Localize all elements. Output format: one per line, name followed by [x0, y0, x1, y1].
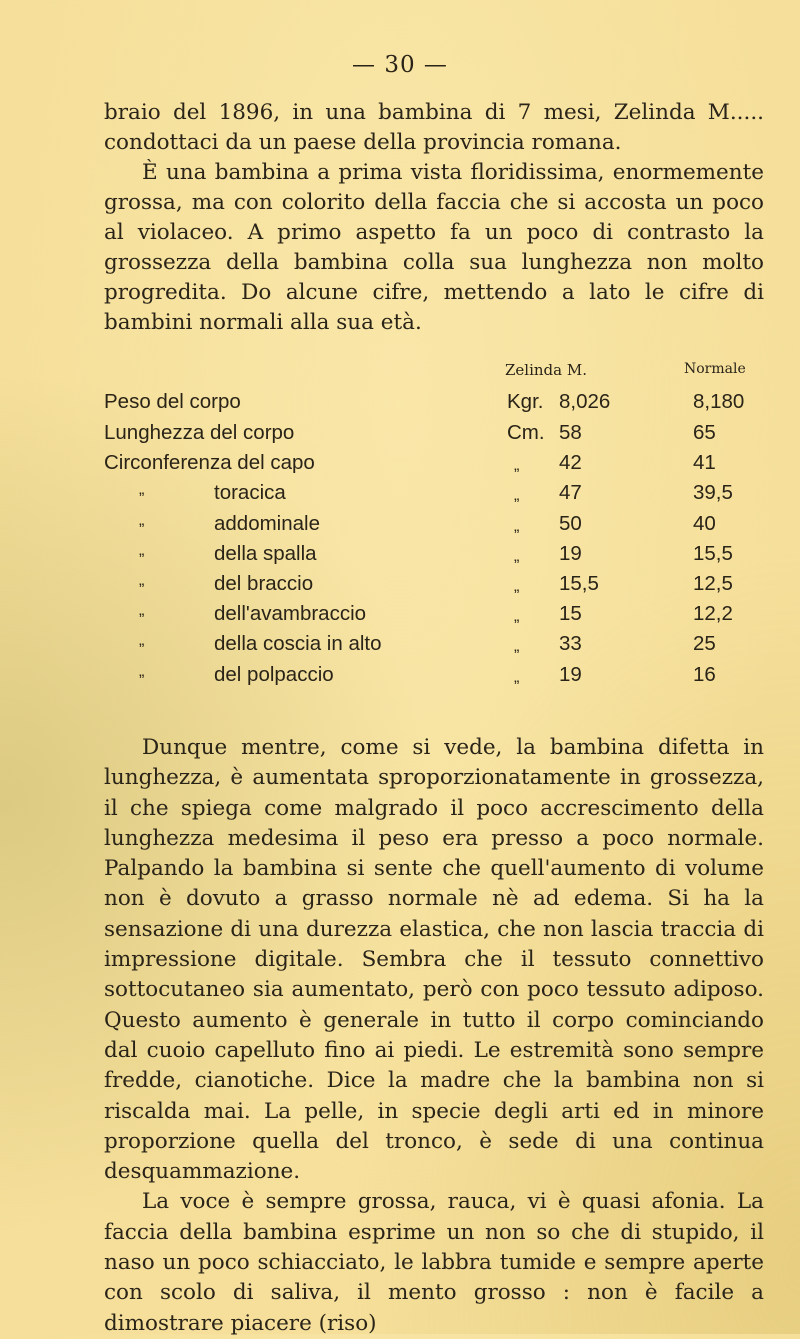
row-label: della coscia in alto	[214, 632, 382, 655]
subject-value: 42	[559, 451, 582, 474]
subject-value: 15,5	[559, 572, 599, 595]
row-unit: „	[514, 578, 520, 595]
page-number: — 30 —	[352, 52, 448, 78]
ditto-mark: „	[139, 512, 145, 529]
row-unit: „	[514, 518, 520, 535]
subject-value: 19	[559, 663, 582, 686]
normal-value: 40	[693, 512, 716, 535]
normal-value: 25	[693, 632, 716, 655]
table-row	[0, 632, 800, 662]
table-row	[0, 481, 800, 511]
table-header-normal: Normale	[684, 361, 746, 377]
intro-paragraph: braio del 1896, in una bambina di 7 mesi, Zelinda M..... condottaci da un paese della provincia romana.	[104, 100, 764, 155]
row-label: Circonferenza del capo	[104, 451, 315, 474]
table-row	[0, 572, 800, 602]
table-row	[0, 663, 800, 693]
conclusion-paragraph: La voce è sempre grossa, rauca, vi è quasi afonia. La faccia della bambina esprime un non so che di stupido, il naso un poco schiacciato, le labbra tumide e sempre aperte con scolo di saliva, il mento grosso : non è facile a dimostrare piacere (riso)	[104, 1189, 764, 1336]
table-row	[0, 512, 800, 542]
row-unit: Cm.	[507, 421, 545, 444]
row-label: addominale	[214, 512, 320, 535]
subject-value: 58	[559, 421, 582, 444]
row-label: dell'avambraccio	[214, 602, 367, 625]
ditto-mark: „	[139, 602, 145, 619]
row-unit: „	[514, 669, 520, 686]
ditto-mark: „	[139, 542, 145, 559]
normal-value: 65	[693, 421, 716, 444]
row-unit: Kgr.	[507, 390, 544, 413]
normal-value: 8,180	[693, 390, 745, 413]
row-unit: „	[514, 457, 520, 474]
normal-value: 12,2	[693, 602, 733, 625]
subject-value: 33	[559, 632, 582, 655]
row-unit: „	[514, 638, 520, 655]
table-row	[0, 451, 800, 481]
normal-value: 16	[693, 663, 716, 686]
normal-value: 39,5	[693, 481, 733, 504]
row-unit: „	[514, 548, 520, 565]
conclusion-text	[104, 733, 764, 1339]
subject-value: 8,026	[559, 390, 611, 413]
row-unit: „	[514, 487, 520, 504]
row-unit: „	[514, 608, 520, 625]
conclusion-paragraph: Dunque mentre, come si vede, la bambina difetta in lunghezza, è aumentata sproporzionatamente in grossezza, il che spiega come malgrado il poco accrescimento della lunghezza medesima il peso era presso a poco normale. Palpando la bambina si sente che quell'aumento di volume non è dovuto a grasso normale nè ad edema. Si ha la sensazione di una durezza elastica, che non lascia traccia di impressione digitale. Sembra che il tessuto connettivo sottocutaneo sia aumentato, però con poco tessuto adiposo. Questo aumento è generale in tutto il corpo cominciando dal cuoio capelluto fino ai piedi. Le estremità sono sempre fredde, cianotiche. Dice la madre che la bambina non si riscalda mai. La pelle, in specie degli arti ed in minore proporzione quella del tronco, è sede di una continua desquammazione.	[104, 735, 764, 1185]
subject-value: 47	[559, 481, 582, 504]
row-label: toracica	[214, 481, 286, 504]
row-label: Peso del corpo	[104, 390, 241, 413]
intro-text	[104, 98, 764, 338]
ditto-mark: „	[139, 632, 145, 649]
row-label: del polpaccio	[214, 663, 334, 686]
ditto-mark: „	[139, 481, 145, 498]
row-label: della spalla	[214, 542, 317, 565]
table-row	[0, 421, 800, 451]
row-label: del braccio	[214, 572, 314, 595]
ditto-mark: „	[139, 663, 145, 680]
subject-value: 19	[559, 542, 582, 565]
ditto-mark: „	[139, 572, 145, 589]
subject-value: 50	[559, 512, 582, 535]
intro-paragraph: È una bambina a prima vista floridissima, enormemente grossa, ma con colorito della faccia che si accosta un poco al violaceo. A primo aspetto fa un poco di contrasto la grossezza della bambina colla sua lunghezza non molto progredita. Do alcune cifre, mettendo a lato le cifre di bambini normali alla sua età.	[104, 160, 764, 335]
normal-value: 15,5	[693, 542, 733, 565]
table-header-subject: Zelinda M.	[505, 361, 587, 379]
row-label: Lunghezza del corpo	[104, 421, 295, 444]
table-row	[0, 602, 800, 632]
table-row	[0, 390, 800, 420]
normal-value: 41	[693, 451, 716, 474]
subject-value: 15	[559, 602, 582, 625]
normal-value: 12,5	[693, 572, 733, 595]
table-row	[0, 542, 800, 572]
